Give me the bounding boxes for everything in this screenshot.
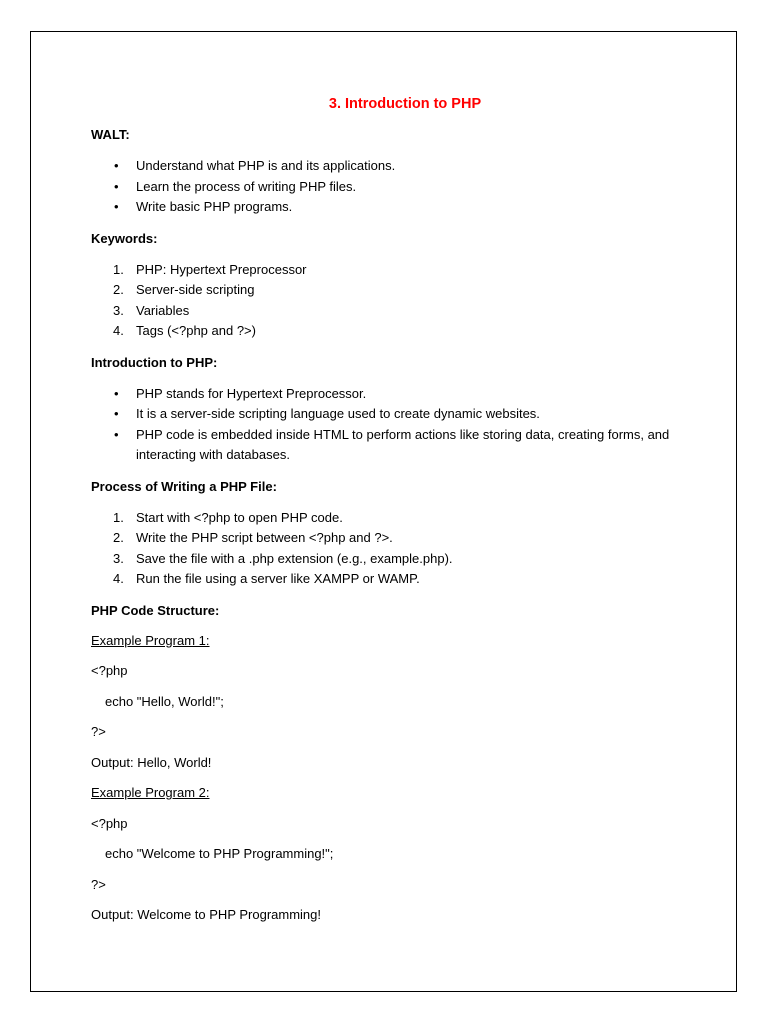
process-heading: Process of Writing a PHP File: [91, 478, 277, 494]
list-item: • It is a server-side scripting language used to create dynamic websites. [91, 404, 691, 425]
list-text: Write the PHP script between <?php and ?>. [136, 530, 393, 545]
list-item: • PHP code is embedded inside HTML to perform actions like storing data, creating forms, and interacting with databases. [91, 425, 691, 466]
example-1-close-tag: ?> [91, 724, 106, 739]
list-text: Server-side scripting [136, 282, 255, 297]
list-item [91, 321, 691, 342]
list-item [91, 301, 691, 322]
list-text: PHP: Hypertext Preprocessor [136, 261, 307, 277]
list-number: 4. [113, 571, 124, 586]
document-page [30, 31, 737, 992]
list-number: 1. [113, 261, 124, 277]
document-content [91, 94, 691, 937]
list-number: 2. [113, 530, 124, 545]
list-item [91, 508, 691, 529]
walt-list [91, 156, 691, 218]
list-item [91, 549, 691, 570]
list-number: 3. [113, 550, 124, 566]
keywords-heading: Keywords: [91, 230, 158, 246]
intro-heading: Introduction to PHP: [91, 354, 218, 370]
example-1-label: Example Program 1: [91, 632, 210, 648]
example-1-open-tag: <?php [91, 663, 128, 678]
structure-heading: PHP Code Structure: [91, 602, 220, 618]
keywords-list [91, 260, 691, 342]
list-number: 3. [113, 302, 124, 318]
list-text: Variables [136, 302, 190, 318]
list-item [91, 569, 691, 590]
list-text: Save the file with a .php extension (e.g., example.php). [136, 550, 453, 566]
list-item: • Understand what PHP is and its applications. [91, 156, 691, 177]
list-item [91, 260, 691, 281]
list-text: Run the file using a server like XAMPP or WAMP. [136, 571, 420, 586]
example-2-output: Output: Welcome to PHP Programming! [91, 907, 322, 922]
list-number: 1. [113, 509, 124, 525]
intro-list [91, 384, 691, 466]
list-item: • Learn the process of writing PHP files. [91, 177, 691, 198]
example-1-code: echo "Hello, World!"; [105, 693, 224, 709]
list-item: • PHP stands for Hypertext Preprocessor. [91, 384, 691, 405]
example-2-label: Example Program 2: [91, 785, 210, 800]
process-list [91, 508, 691, 590]
list-item: • Write basic PHP programs. [91, 197, 691, 218]
list-text: Start with <?php to open PHP code. [136, 509, 343, 525]
example-1-output: Output: Hello, World! [91, 754, 212, 770]
list-number: 4. [113, 323, 124, 338]
example-2-open-tag: <?php [91, 815, 128, 831]
list-item [91, 280, 691, 301]
example-2-close-tag: ?> [91, 876, 106, 892]
list-number: 2. [113, 282, 124, 297]
document-title: 3. Introduction to PHP [328, 96, 482, 112]
example-2-code: echo "Welcome to PHP Programming!"; [105, 846, 334, 861]
list-item [91, 528, 691, 549]
list-text: Tags (<?php and ?>) [136, 323, 256, 338]
walt-heading: WALT: [91, 127, 130, 142]
